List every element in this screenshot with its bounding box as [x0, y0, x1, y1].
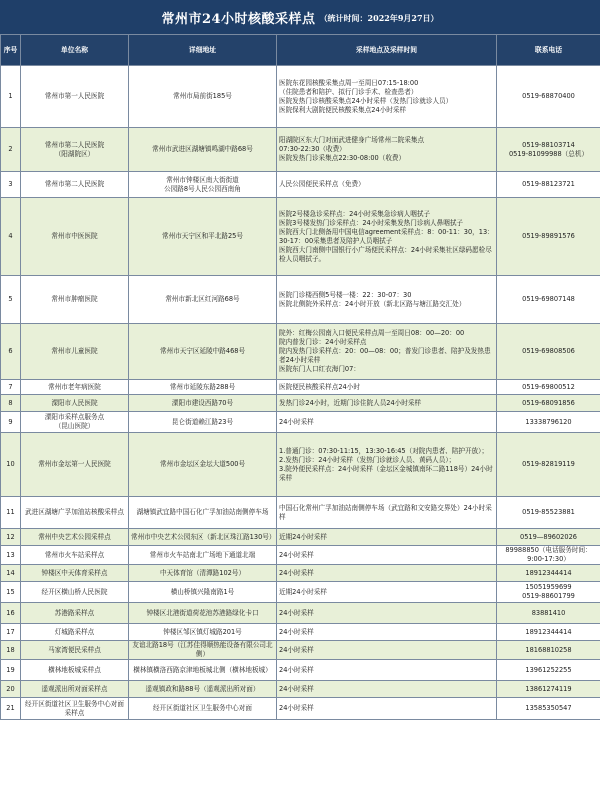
table-row: [1, 624, 600, 641]
cell-phone: 13961252255: [497, 660, 600, 681]
cell-name: 常州市中医医院: [21, 198, 129, 276]
cell-name: 常州市肿瘤医院: [21, 276, 129, 324]
cell-no: 19: [1, 660, 21, 681]
cell-info: 院外：红梅公园南入口便民采样点周一至周日08：00—20：00 院内普发门诊：24小时采样点 院内发热门诊采样点：20：00—08：00；普发门诊患者、陪护及发热患者24小时采样 医院东门人口红衣海门07：: [277, 324, 497, 380]
cell-name: 溧阳市采样点服务点 （昆山医院）: [21, 412, 129, 433]
cell-address: 常州市新北区红河路68号: [129, 276, 277, 324]
cell-phone: 0519-88123721: [497, 172, 600, 198]
cell-address: 昆仑街道赖江路23号: [129, 412, 277, 433]
cell-phone: 13338796120: [497, 412, 600, 433]
cell-no: 10: [1, 433, 21, 497]
table-row: [1, 412, 600, 433]
cell-address: 常州市武进区湖塘镇鸣湖中路68号: [129, 128, 277, 172]
cell-info: 近期24小时采样: [277, 529, 497, 546]
cell-phone: 0519-89891576: [497, 198, 600, 276]
cell-no: 1: [1, 66, 21, 128]
header-no: 序号: [1, 35, 21, 66]
table-row: [1, 172, 600, 198]
page-title: 常州市24小时核酸采样点: [161, 11, 316, 27]
cell-phone: 13585350547: [497, 698, 600, 720]
sampling-sites-table: [0, 34, 600, 720]
cell-info: 24小时采样: [277, 641, 497, 660]
table-row: [1, 497, 600, 529]
cell-info: 人民公园便民采样点（免费）: [277, 172, 497, 198]
cell-info: 阳湖院区东大门对面武进健身广场常州二院采集点 07:30-22:30（收费） 医院发热门诊采集点22:30-08:00（收费）: [277, 128, 497, 172]
cell-no: 14: [1, 565, 21, 582]
cell-phone: 0519-82819119: [497, 433, 600, 497]
table-row: [1, 565, 600, 582]
table-row: [1, 324, 600, 380]
cell-no: 7: [1, 380, 21, 395]
header-phone: 联系电话: [497, 35, 600, 66]
cell-address: 中天体育馆（清潭路102号）: [129, 565, 277, 582]
cell-name: 横林地板城采样点: [21, 660, 129, 681]
cell-address: 横林镇横洛西路京津地板城北侧（横林地板城）: [129, 660, 277, 681]
cell-info: 医院便民核酸采样点24小时: [277, 380, 497, 395]
table-row: [1, 681, 600, 698]
cell-no: 15: [1, 582, 21, 603]
cell-no: 5: [1, 276, 21, 324]
cell-address: 遥观镇政和路88号（遥观派出所对面）: [129, 681, 277, 698]
table-row: [1, 641, 600, 660]
cell-info: 中国石化常州广孚加油站南侧停车场（武宜路和文安路交界处）24小时采样: [277, 497, 497, 529]
cell-address: 常州市天宁区和平北路25号: [129, 198, 277, 276]
cell-info: 医院门诊楼西侧5号楼一楼：22：30-07：30 医院北侧院外采样点：24小时开放（新北区路与塘江路交汇处）: [277, 276, 497, 324]
cell-address: 常州市天宁区延陵中路468号: [129, 324, 277, 380]
table-body: [1, 66, 600, 720]
cell-no: 3: [1, 172, 21, 198]
cell-no: 2: [1, 128, 21, 172]
cell-info: 24小时采样: [277, 681, 497, 698]
cell-info: 24小时采样: [277, 660, 497, 681]
cell-name: 溧阳市人民医院: [21, 395, 129, 412]
table-row: [1, 582, 600, 603]
cell-phone: 18168810258: [497, 641, 600, 660]
cell-address: 湖塘镇武宜路中国石化广孚加油站南侧停车场: [129, 497, 277, 529]
cell-info: 发热门诊24小时，近期门诊住院人员24小时采样: [277, 395, 497, 412]
header-info: 采样地点及采样时间: [277, 35, 497, 66]
cell-info: 24小时采样: [277, 546, 497, 565]
cell-phone: 15051959699 0519-88601799: [497, 582, 600, 603]
cell-name: 经开区横山桥人民医院: [21, 582, 129, 603]
cell-phone: 83881410: [497, 603, 600, 624]
cell-phone: 0519-85523881: [497, 497, 600, 529]
cell-info: 医院东花园核酸采集点周一至周日07:15-18:00 （住院患者和陪护、拟行门诊手术、检查患者） 医院发热门诊核酸采集点24小时采样（发热门诊就诊人员） 医院保利大剧院便民核酸采集点24小时采样: [277, 66, 497, 128]
cell-name: 常州市第一人民医院: [21, 66, 129, 128]
table-row: [1, 66, 600, 128]
cell-name: 常州市第二人民医院 （阳湖院区）: [21, 128, 129, 172]
table-row: [1, 660, 600, 681]
table-row: [1, 128, 600, 172]
cell-name: 灯城路采样点: [21, 624, 129, 641]
cell-address: 常州市延陵东路288号: [129, 380, 277, 395]
cell-no: 13: [1, 546, 21, 565]
table-row: [1, 395, 600, 412]
cell-no: 8: [1, 395, 21, 412]
cell-phone: 0519—89602026: [497, 529, 600, 546]
cell-info: 24小时采样: [277, 698, 497, 720]
cell-name: 常州中央艺术公园采样点: [21, 529, 129, 546]
cell-address: 溧阳市建设西路70号: [129, 395, 277, 412]
cell-phone: 18912344414: [497, 624, 600, 641]
cell-phone: 0519-88103714 0519-81099988（总机）: [497, 128, 600, 172]
cell-name: 常州市儿童医院: [21, 324, 129, 380]
cell-name: 遥观派出所对面采样点: [21, 681, 129, 698]
table-row: [1, 603, 600, 624]
cell-address: 常州市中央艺术公园东区（新北区珠江路130号）: [129, 529, 277, 546]
cell-phone: 0519-69807148: [497, 276, 600, 324]
cell-name: 常州市金坛第一人民医院: [21, 433, 129, 497]
cell-info: 医院2号楼急诊采样点：24小时采集急诊病人咽拭子 医院3号楼发热门诊采样点：24小时采集发热门诊病人鼻咽拭子 医院西大门北侧备用中国电信agreement采样点：8：00-11：30，13：30-17：00采集患者及陪护人员咽拭子 医院西大门南侧中国银行小广场便民采样点：24小时采集社区绿码愿检尽检人员咽拭子。: [277, 198, 497, 276]
table-row: [1, 698, 600, 720]
cell-no: 4: [1, 198, 21, 276]
page-title-bar: [0, 0, 600, 34]
cell-info: 1.普通门诊：07:30-11:15，13:30-16:45（对院内患者、陪护开放）； 2.发热门诊：24小时采样（发热门诊就诊人员、黄码人员）； 3.院外便民采样点：24小时采样（金坛区金城镇南环二路118号）24小时采样: [277, 433, 497, 497]
cell-name: 钟楼区中天体育采样点: [21, 565, 129, 582]
cell-address: 常州市钟楼区南大街街道 公园路8号人民公园西南角: [129, 172, 277, 198]
stat-date: （统计时间：2022年9月27日）: [319, 13, 439, 23]
cell-phone: 89988850（电话服务时间：9:00-17:30）: [497, 546, 600, 565]
cell-name: 经开区街道社区卫生服务中心对面采样点: [21, 698, 129, 720]
cell-name: 苏港路采样点: [21, 603, 129, 624]
cell-address: 常州市火车站南北广场地下通道北端: [129, 546, 277, 565]
header-address: 详细地址: [129, 35, 277, 66]
cell-info: 24小时采样: [277, 603, 497, 624]
cell-name: 常州市老年病医院: [21, 380, 129, 395]
cell-no: 21: [1, 698, 21, 720]
cell-no: 18: [1, 641, 21, 660]
cell-no: 9: [1, 412, 21, 433]
table-row: [1, 546, 600, 565]
cell-info: 24小时采样: [277, 565, 497, 582]
cell-info: 24小时采样: [277, 412, 497, 433]
cell-no: 12: [1, 529, 21, 546]
cell-name: 常州市火车站采样点: [21, 546, 129, 565]
cell-no: 16: [1, 603, 21, 624]
cell-info: 24小时采样: [277, 624, 497, 641]
cell-name: 常州市第二人民医院: [21, 172, 129, 198]
header-name: 单位名称: [21, 35, 129, 66]
cell-no: 6: [1, 324, 21, 380]
cell-phone: 0519-69800512: [497, 380, 600, 395]
cell-phone: 0519-68091856: [497, 395, 600, 412]
cell-address: 钟楼区北港街道荷花池苏港路绿化卡口: [129, 603, 277, 624]
cell-no: 20: [1, 681, 21, 698]
cell-address: 钟楼区邹区镇灯城路201号: [129, 624, 277, 641]
table-row: [1, 276, 600, 324]
cell-address: 友谊北路18号（江苏佳得顺热能设备有限公司北侧）: [129, 641, 277, 660]
cell-phone: 18912344414: [497, 565, 600, 582]
cell-name: 武进区湖塘广孚加油站核酸采样点: [21, 497, 129, 529]
cell-address: 常州市局前街185号: [129, 66, 277, 128]
cell-phone: 13861274119: [497, 681, 600, 698]
cell-name: 马家湾便民采样点: [21, 641, 129, 660]
table-header-row: [1, 35, 600, 66]
table-row: [1, 433, 600, 497]
cell-phone: 0519-68870400: [497, 66, 600, 128]
cell-address: 横山桥镇兴隆南路1号: [129, 582, 277, 603]
cell-no: 17: [1, 624, 21, 641]
table-row: [1, 380, 600, 395]
cell-info: 近期24小时采样: [277, 582, 497, 603]
cell-address: 常州市金坛区金坛大道500号: [129, 433, 277, 497]
table-row: [1, 198, 600, 276]
cell-address: 经开区街道社区卫生服务中心对面: [129, 698, 277, 720]
table-row: [1, 529, 600, 546]
cell-phone: 0519-69808506: [497, 324, 600, 380]
cell-no: 11: [1, 497, 21, 529]
